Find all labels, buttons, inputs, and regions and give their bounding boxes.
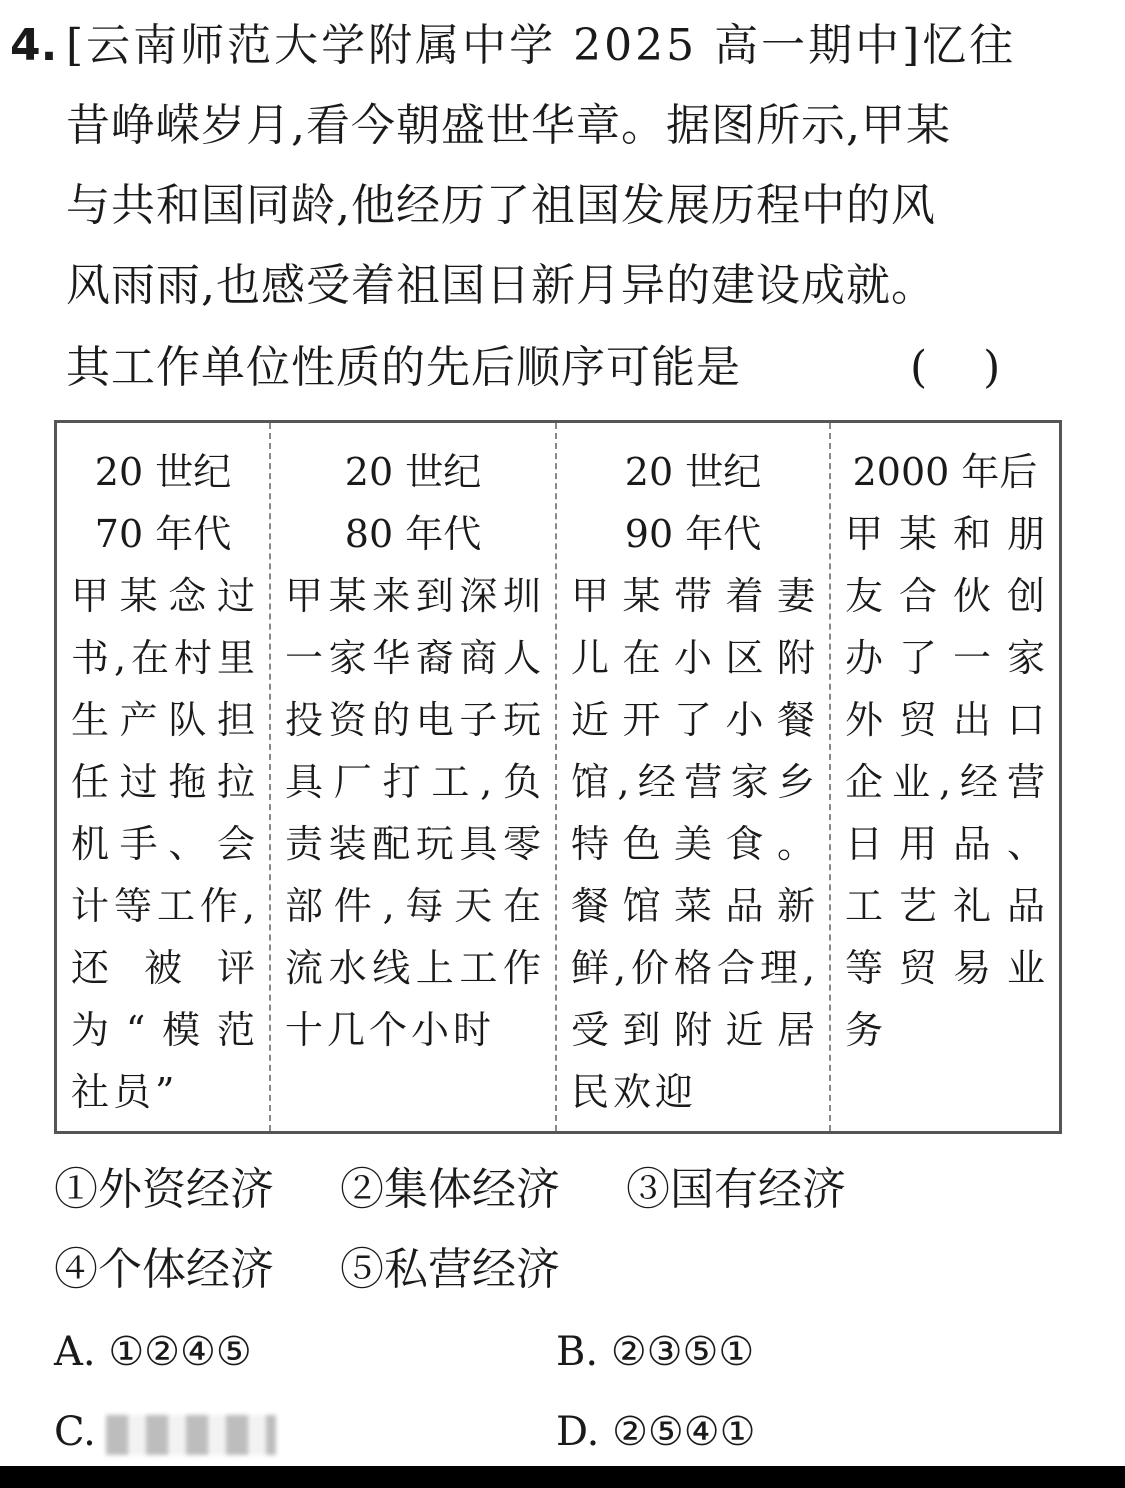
- column-text: 甲某带着妻儿在小区附近开了小餐馆,经营家乡特色美食。餐馆菜品新鲜,价格合理,受到附近居民欢迎: [571, 574, 819, 1114]
- table-column-1980s: [271, 423, 557, 1131]
- economy-type-3: ③国有经济: [626, 1164, 846, 1215]
- table-column-1970s: [57, 423, 271, 1131]
- choice-b[interactable]: B. ②③⑤①: [556, 1329, 755, 1375]
- stem-line-5: 其工作单位性质的先后顺序可能是: [66, 342, 741, 393]
- economy-type-1: ①外资经济: [54, 1164, 274, 1215]
- column-heading: 2000 年后: [852, 450, 1038, 494]
- column-heading: 20 世纪 70 年代: [94, 450, 232, 556]
- redacted-answer: [106, 1415, 276, 1455]
- economy-type-4: ④个体经济: [54, 1244, 274, 1295]
- column-heading: 20 世纪 90 年代: [624, 450, 762, 556]
- economy-types-line-1: [54, 1160, 898, 1220]
- stem-line-3: 与共和国同龄,他经历了祖国发展历程中的风: [66, 180, 936, 231]
- table-column-2000s: [831, 423, 1059, 1131]
- choice-a[interactable]: A. ①②④⑤: [54, 1329, 252, 1375]
- choice-d[interactable]: D. ②⑤④①: [556, 1409, 756, 1455]
- economy-type-2: ②集体经济: [340, 1164, 560, 1215]
- economy-types-line-2: [54, 1240, 612, 1300]
- choice-c[interactable]: C.: [54, 1404, 276, 1460]
- bottom-edge-bar: [0, 1466, 1125, 1488]
- stem-line-2: 昔峥嵘岁月,看今朝盛世华章。据图所示,甲某: [66, 100, 951, 151]
- stem-line-4: 风雨雨,也感受着祖国日新月异的建设成就。: [66, 260, 936, 311]
- economy-type-5: ⑤私营经济: [340, 1244, 560, 1295]
- stem-line-1: [云南师范大学附属中学 2025 高一期中]忆往: [66, 20, 1017, 71]
- answer-blank: ( ): [910, 342, 1001, 393]
- table-column-1990s: [557, 423, 831, 1131]
- timeline-table: [54, 420, 1062, 1134]
- column-text: 甲某念过书,在村里生产队担任过拖拉机手、会计等工作,还被评为“模范社员”: [71, 574, 259, 1114]
- column-text: 甲某和朋友合伙创办了一家外贸出口企业,经营日用品、工艺礼品等贸易业务: [845, 512, 1049, 1052]
- question-number: 4.: [10, 20, 58, 71]
- column-text: 甲某来到深圳一家华裔商人投资的电子玩具厂打工,负责装配玩具零部件,每天在流水线上工作十几个小时: [285, 574, 545, 1052]
- column-heading: 20 世纪 80 年代: [344, 450, 482, 556]
